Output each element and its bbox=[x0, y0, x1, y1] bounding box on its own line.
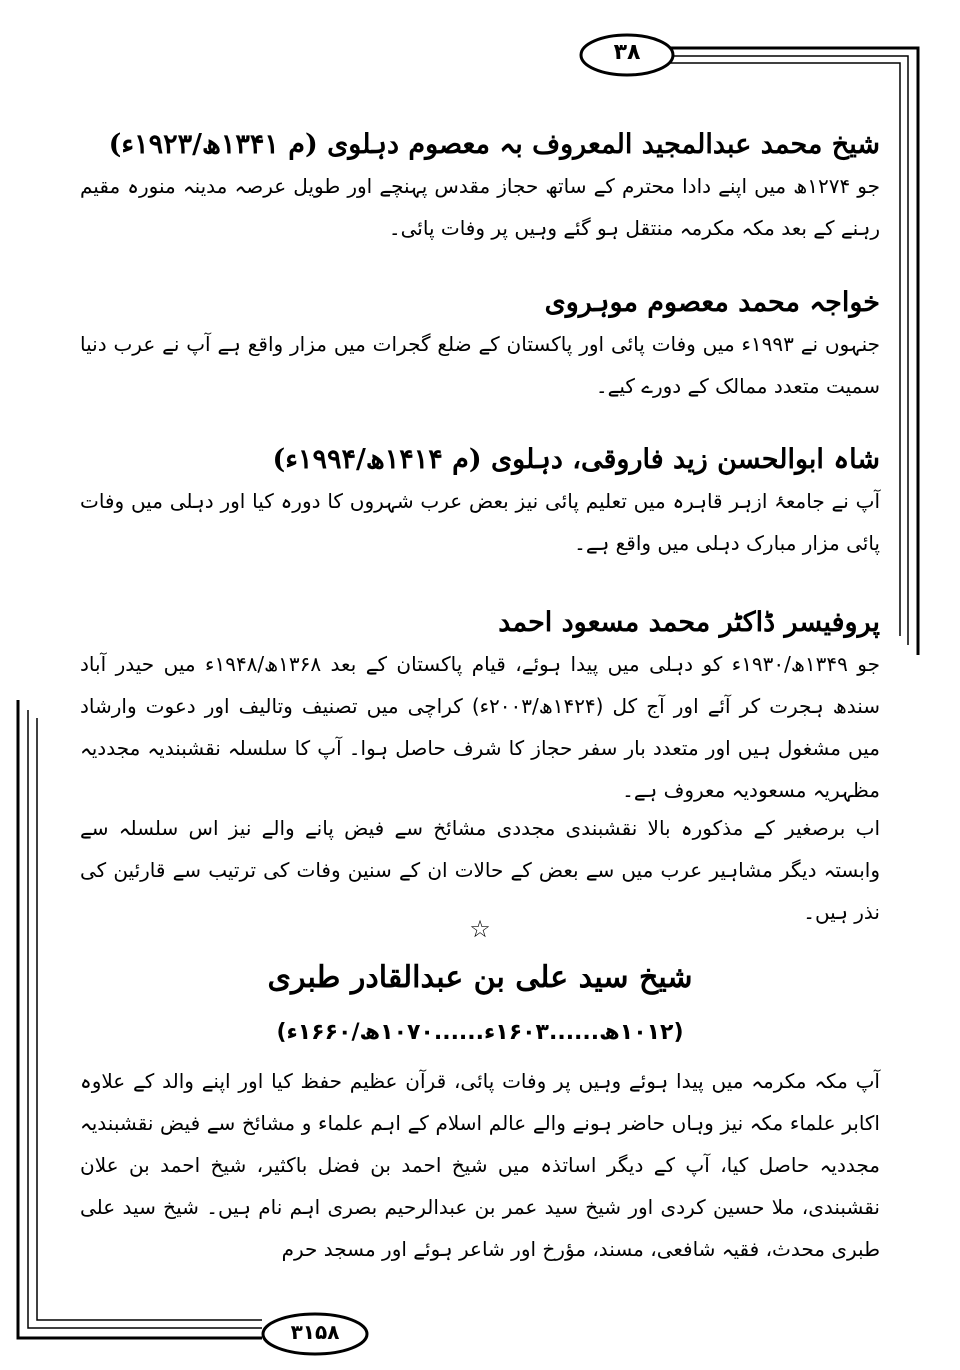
entry-paragraph: جو ۱۲۷۴ھ میں اپنے دادا محترم کے ساتھ حجاز مقدس پہنچے اور طویل عرصہ مدینہ منورہ مقیم رہنے کے بعد مکہ مکرمہ منتقل ہو گئے وہیں پر وفات پائی۔ bbox=[80, 174, 880, 240]
entry-paragraph: جنہوں نے ۱۹۹۳ء میں وفات پائی اور پاکستان کے ضلع گجرات میں مزار واقع ہے آپ نے عرب دنیا سمیت متعدد ممالک کے دورے کیے۔ bbox=[80, 332, 881, 398]
main-entry-title: شیخ سید علی بن عبدالقادر طبری bbox=[267, 960, 693, 995]
entry-heading: شاہ ابوالحسن زید فاروقی، دہلوی (م ۱۴۱۴ھ/۱۹۹۴ء) bbox=[272, 444, 880, 475]
entry-abul-hasan-zaid bbox=[80, 440, 880, 564]
entry-muhammad-masoom bbox=[80, 283, 880, 407]
summary-paragraph: اب برصغیر کے مذکورہ بالا نقشبندی مجددی مشائخ سے فیض پانے والے نیز اس سلسلہ سے وابستہ دیگر مشاہیر عرب میں سے بعض کے حالات ان کے سنین وفات کی ترتیب سے قارئین کی نذر ہیں۔ bbox=[80, 816, 880, 924]
entry-heading: شیخ محمد عبدالمجید المعروف بہ معصوم دہلوی (م ۱۳۴۱ھ/۱۹۲۳ء) bbox=[108, 129, 880, 160]
entry-paragraph: آپ نے جامعۂ ازہر قاہرہ میں تعلیم پائی نیز بعض عرب شہروں کا دورہ کیا اور دہلی میں وفات پائی مزار مبارک دہلی میں واقع ہے۔ bbox=[80, 489, 880, 555]
star-separator: ☆ bbox=[469, 915, 491, 943]
bottom-page-number: ۳۱۵۸ bbox=[290, 1320, 340, 1344]
entry-abdul-majeed bbox=[80, 125, 880, 249]
main-entry-paragraph: آپ مکہ مکرمہ میں پیدا ہوئے وہیں پر وفات پائی، قرآن عظیم حفظ کیا اور اپنے والد کے علاوہ اکابر علماء مکہ نیز وہاں حاضر ہونے والے عالم اسلام کے اہم علماء و مشائخ سے فیض نقشبندیہ مجددیہ حاصل کیا، آپ کے دیگر اساتذہ میں شیخ احمد بن فضل باکثیر، شیخ احمد بن علان نقشبندی، ملا حسین کردی اور شیخ سید عمر بن عبدالرحیم بصری اہم نام ہیں۔ شیخ سید علی طبری محدث، فقیہ شافعی، مسند، مؤرخ اور شاعر ہوئے اور مسجد حرم bbox=[80, 1069, 880, 1261]
entry-heading: خواجہ محمد معصوم موہروی bbox=[544, 287, 880, 318]
entry-heading: پروفیسر ڈاکٹر محمد مسعود احمد bbox=[498, 607, 880, 638]
main-entry-body bbox=[80, 1060, 880, 1270]
main-entry-dates: (۱۰۱۲ھ......۱۶۰۳ء......۱۰۷۰ھ/۱۶۶۰ء) bbox=[276, 1020, 684, 1045]
top-page-number: ۳۸ bbox=[613, 40, 641, 65]
entry-paragraph: جو ۱۳۴۹ھ/۱۹۳۰ء کو دہلی میں پیدا ہوئے، قیام پاکستان کے بعد ۱۳۶۸ھ/۱۹۴۸ء میں حیدر آباد سندھ ہجرت کر آئے اور آج کل (۱۴۲۴ھ/۲۰۰۳ء) کراچی میں تصنیف وتالیف اور دعوت وارشاد میں مشغول ہیں اور متعدد بار سفر حجاز کا شرف حاصل ہوا۔ آپ کا سلسلہ نقشبندیہ مجددیہ مظہریہ مسعودیہ معروف ہے۔ bbox=[80, 652, 880, 802]
entry-masood-ahmad bbox=[80, 603, 880, 811]
